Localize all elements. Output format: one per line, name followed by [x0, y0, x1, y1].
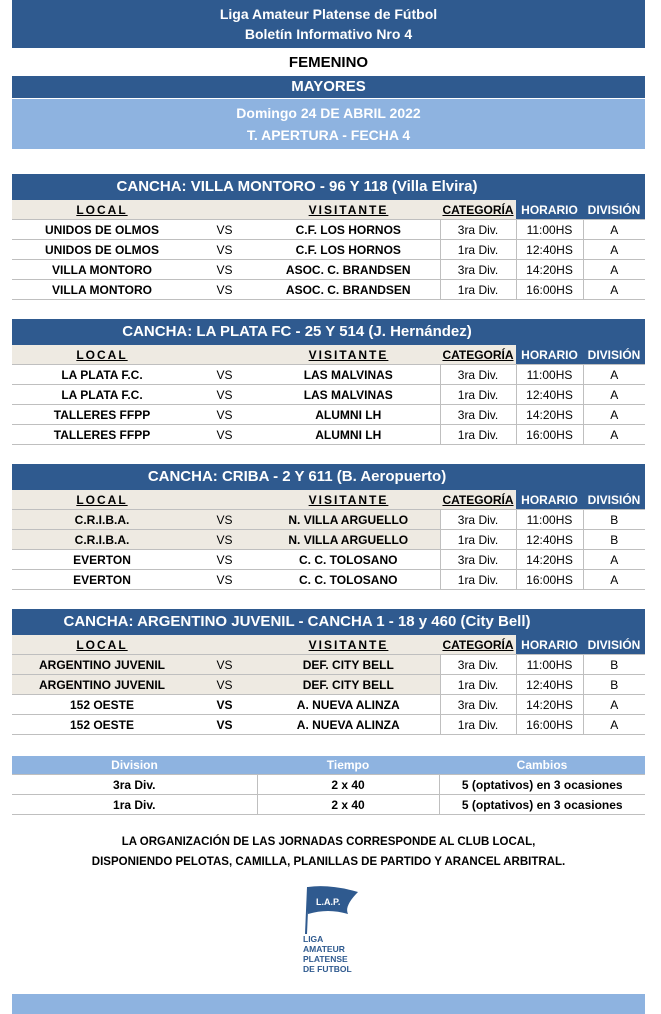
match-categoria: 3ra Div. — [440, 260, 516, 280]
match-visitante: N. VILLA ARGUELLO — [257, 510, 440, 530]
column-vs — [192, 490, 257, 510]
column-vs — [192, 200, 257, 220]
match-visitante: ASOC. C. BRANDSEN — [257, 280, 440, 300]
venue-title — [12, 174, 645, 200]
match-horario: 11:00HS — [516, 220, 583, 240]
column-division: DIVISIÓN — [583, 200, 645, 220]
match-table — [12, 200, 645, 300]
match-horario: 11:00HS — [516, 510, 583, 530]
match-row — [12, 550, 645, 570]
column-division: DIVISIÓN — [583, 490, 645, 510]
match-categoria: 1ra Div. — [440, 570, 516, 590]
venue-title — [12, 319, 645, 345]
match-categoria: 1ra Div. — [440, 675, 516, 695]
column-local: LOCAL — [12, 490, 192, 510]
match-vs: VS — [192, 550, 257, 570]
venue-block — [12, 319, 645, 445]
match-row — [12, 675, 645, 695]
match-categoria: 1ra Div. — [440, 385, 516, 405]
match-local: EVERTON — [12, 550, 192, 570]
match-vs: VS — [192, 240, 257, 260]
rules-division: 3ra Div. — [12, 775, 257, 795]
match-division: A — [583, 240, 645, 260]
rules-row — [12, 795, 645, 815]
footer-bar — [12, 994, 645, 1014]
match-visitante: DEF. CITY BELL — [257, 675, 440, 695]
match-local: 152 OESTE — [12, 715, 192, 735]
column-horario: HORARIO — [516, 635, 583, 655]
rules-header-cambios: Cambios — [439, 756, 645, 775]
match-horario: 16:00HS — [516, 715, 583, 735]
match-horario: 11:00HS — [516, 655, 583, 675]
bulletin-number: Boletín Informativo Nro 4 — [244, 26, 413, 42]
rules-header-tiempo: Tiempo — [257, 756, 439, 775]
match-local: UNIDOS DE OLMOS — [12, 220, 192, 240]
rules-table — [12, 756, 645, 815]
match-categoria: 1ra Div. — [440, 240, 516, 260]
match-visitante: C.F. LOS HORNOS — [257, 240, 440, 260]
match-division: A — [583, 570, 645, 590]
match-horario: 16:00HS — [516, 570, 583, 590]
match-division: A — [583, 260, 645, 280]
match-vs: VS — [192, 695, 257, 715]
match-row — [12, 530, 645, 550]
match-vs: VS — [192, 405, 257, 425]
match-categoria: 3ra Div. — [440, 220, 516, 240]
column-header-row — [12, 200, 645, 220]
match-horario: 14:20HS — [516, 405, 583, 425]
match-vs: VS — [192, 425, 257, 445]
rules-cambios: 5 (optativos) en 3 ocasiones — [439, 795, 645, 815]
match-vs: VS — [192, 260, 257, 280]
match-local: TALLERES FFPP — [12, 405, 192, 425]
column-categoria: CATEGORÍA — [440, 345, 516, 365]
column-division: DIVISIÓN — [583, 345, 645, 365]
column-horario: HORARIO — [516, 490, 583, 510]
match-horario: 12:40HS — [516, 530, 583, 550]
match-vs: VS — [192, 530, 257, 550]
match-local: ARGENTINO JUVENIL — [12, 655, 192, 675]
match-table — [12, 635, 645, 735]
logo-line-4: DE FUTBOL — [303, 964, 352, 974]
match-visitante: ASOC. C. BRANDSEN — [257, 260, 440, 280]
rules-row — [12, 775, 645, 795]
match-vs: VS — [192, 675, 257, 695]
match-local: UNIDOS DE OLMOS — [12, 240, 192, 260]
match-visitante: LAS MALVINAS — [257, 385, 440, 405]
match-vs: VS — [192, 655, 257, 675]
match-local: ARGENTINO JUVENIL — [12, 675, 192, 695]
match-row — [12, 240, 645, 260]
match-row — [12, 715, 645, 735]
match-vs: VS — [192, 510, 257, 530]
flag-icon — [300, 884, 364, 934]
match-visitante: LAS MALVINAS — [257, 365, 440, 385]
rules-tiempo: 2 x 40 — [257, 775, 439, 795]
note-line-1: LA ORGANIZACIÓN DE LAS JORNADAS CORRESPONDE AL CLUB LOCAL, — [121, 836, 536, 848]
match-horario: 12:40HS — [516, 385, 583, 405]
match-local: 152 OESTE — [12, 695, 192, 715]
match-categoria: 3ra Div. — [440, 365, 516, 385]
logo-text — [303, 934, 352, 974]
match-categoria: 1ra Div. — [440, 425, 516, 445]
venue-title-text: CANCHA: VILLA MONTORO - 96 Y 118 (Villa Elvira) — [116, 178, 478, 195]
match-categoria: 3ra Div. — [440, 405, 516, 425]
match-visitante: ALUMNI LH — [257, 425, 440, 445]
match-horario: 16:00HS — [516, 280, 583, 300]
flag-text: L.A.P. — [316, 897, 341, 907]
match-division: A — [583, 365, 645, 385]
rules-tiempo: 2 x 40 — [257, 795, 439, 815]
column-vs — [192, 635, 257, 655]
match-row — [12, 365, 645, 385]
match-horario: 16:00HS — [516, 425, 583, 445]
column-header-row — [12, 635, 645, 655]
league-logo — [300, 884, 364, 994]
match-row — [12, 570, 645, 590]
match-row — [12, 260, 645, 280]
logo-line-3: PLATENSE — [303, 954, 348, 964]
venue-block — [12, 609, 645, 735]
category-title: MAYORES — [12, 76, 645, 98]
branch-title: FEMENINO — [12, 52, 645, 74]
column-horario: HORARIO — [516, 345, 583, 365]
column-visitante: VISITANTE — [257, 345, 440, 365]
match-local: C.R.I.B.A. — [12, 510, 192, 530]
match-horario: 14:20HS — [516, 260, 583, 280]
venue-title-text: CANCHA: LA PLATA FC - 25 Y 514 (J. Hernández) — [122, 323, 472, 340]
note-line-2: DISPONIENDO PELOTAS, CAMILLA, PLANILLAS DE PARTIDO Y ARANCEL ARBITRAL. — [91, 856, 566, 868]
match-visitante: ALUMNI LH — [257, 405, 440, 425]
match-division: B — [583, 530, 645, 550]
match-local: EVERTON — [12, 570, 192, 590]
match-horario: 14:20HS — [516, 550, 583, 570]
column-visitante: VISITANTE — [257, 490, 440, 510]
match-categoria: 3ra Div. — [440, 695, 516, 715]
match-visitante: C.F. LOS HORNOS — [257, 220, 440, 240]
match-visitante: N. VILLA ARGUELLO — [257, 530, 440, 550]
date-banner — [12, 99, 645, 149]
match-table — [12, 490, 645, 590]
match-division: B — [583, 510, 645, 530]
match-vs: VS — [192, 365, 257, 385]
match-local: VILLA MONTORO — [12, 280, 192, 300]
match-categoria: 1ra Div. — [440, 280, 516, 300]
match-local: VILLA MONTORO — [12, 260, 192, 280]
organization-note — [12, 832, 645, 872]
venue-title — [12, 464, 645, 490]
match-row — [12, 695, 645, 715]
match-horario: 14:20HS — [516, 695, 583, 715]
column-categoria: CATEGORÍA — [440, 200, 516, 220]
match-row — [12, 220, 645, 240]
match-vs: VS — [192, 715, 257, 735]
match-visitante: A. NUEVA ALINZA — [257, 715, 440, 735]
venue-block — [12, 174, 645, 300]
rules-cambios: 5 (optativos) en 3 ocasiones — [439, 775, 645, 795]
match-horario: 11:00HS — [516, 365, 583, 385]
column-local: LOCAL — [12, 200, 192, 220]
venue-title-text: CANCHA: ARGENTINO JUVENIL - CANCHA 1 - 18 y 460 (City Bell) — [63, 613, 531, 630]
tournament-round: T. APERTURA - FECHA 4 — [246, 127, 411, 143]
column-local: LOCAL — [12, 635, 192, 655]
match-division: A — [583, 280, 645, 300]
match-row — [12, 510, 645, 530]
match-table — [12, 345, 645, 445]
match-categoria: 3ra Div. — [440, 510, 516, 530]
column-header-row — [12, 345, 645, 365]
bulletin-header — [12, 0, 645, 48]
match-row — [12, 385, 645, 405]
match-division: A — [583, 220, 645, 240]
match-local: C.R.I.B.A. — [12, 530, 192, 550]
match-vs: VS — [192, 220, 257, 240]
match-row — [12, 425, 645, 445]
logo-line-1: LIGA — [303, 934, 324, 944]
match-division: A — [583, 695, 645, 715]
column-visitante: VISITANTE — [257, 635, 440, 655]
match-visitante: DEF. CITY BELL — [257, 655, 440, 675]
match-visitante: C. C. TOLOSANO — [257, 550, 440, 570]
match-date: Domingo 24 DE ABRIL 2022 — [236, 105, 421, 121]
match-horario: 12:40HS — [516, 240, 583, 260]
match-row — [12, 655, 645, 675]
column-division: DIVISIÓN — [583, 635, 645, 655]
rules-header-row — [12, 756, 645, 775]
match-row — [12, 405, 645, 425]
match-local: TALLERES FFPP — [12, 425, 192, 445]
match-horario: 12:40HS — [516, 675, 583, 695]
column-categoria: CATEGORÍA — [440, 635, 516, 655]
match-division: B — [583, 655, 645, 675]
match-division: A — [583, 715, 645, 735]
match-vs: VS — [192, 280, 257, 300]
column-horario: HORARIO — [516, 200, 583, 220]
match-visitante: C. C. TOLOSANO — [257, 570, 440, 590]
match-row — [12, 280, 645, 300]
match-division: A — [583, 405, 645, 425]
match-division: B — [583, 675, 645, 695]
column-vs — [192, 345, 257, 365]
match-categoria: 3ra Div. — [440, 550, 516, 570]
match-local: LA PLATA F.C. — [12, 365, 192, 385]
venue-title-text: CANCHA: CRIBA - 2 Y 611 (B. Aeropuerto) — [147, 468, 447, 485]
match-division: A — [583, 550, 645, 570]
match-vs: VS — [192, 385, 257, 405]
match-division: A — [583, 425, 645, 445]
venue-title — [12, 609, 645, 635]
column-local: LOCAL — [12, 345, 192, 365]
league-name: Liga Amateur Platense de Fútbol — [219, 6, 438, 22]
match-division: A — [583, 385, 645, 405]
column-header-row — [12, 490, 645, 510]
column-categoria: CATEGORÍA — [440, 490, 516, 510]
match-categoria: 1ra Div. — [440, 530, 516, 550]
match-visitante: A. NUEVA ALINZA — [257, 695, 440, 715]
rules-division: 1ra Div. — [12, 795, 257, 815]
match-vs: VS — [192, 570, 257, 590]
match-categoria: 3ra Div. — [440, 655, 516, 675]
rules-header-division: Division — [12, 756, 257, 775]
venue-block — [12, 464, 645, 590]
match-categoria: 1ra Div. — [440, 715, 516, 735]
logo-line-2: AMATEUR — [303, 944, 345, 954]
match-local: LA PLATA F.C. — [12, 385, 192, 405]
column-visitante: VISITANTE — [257, 200, 440, 220]
